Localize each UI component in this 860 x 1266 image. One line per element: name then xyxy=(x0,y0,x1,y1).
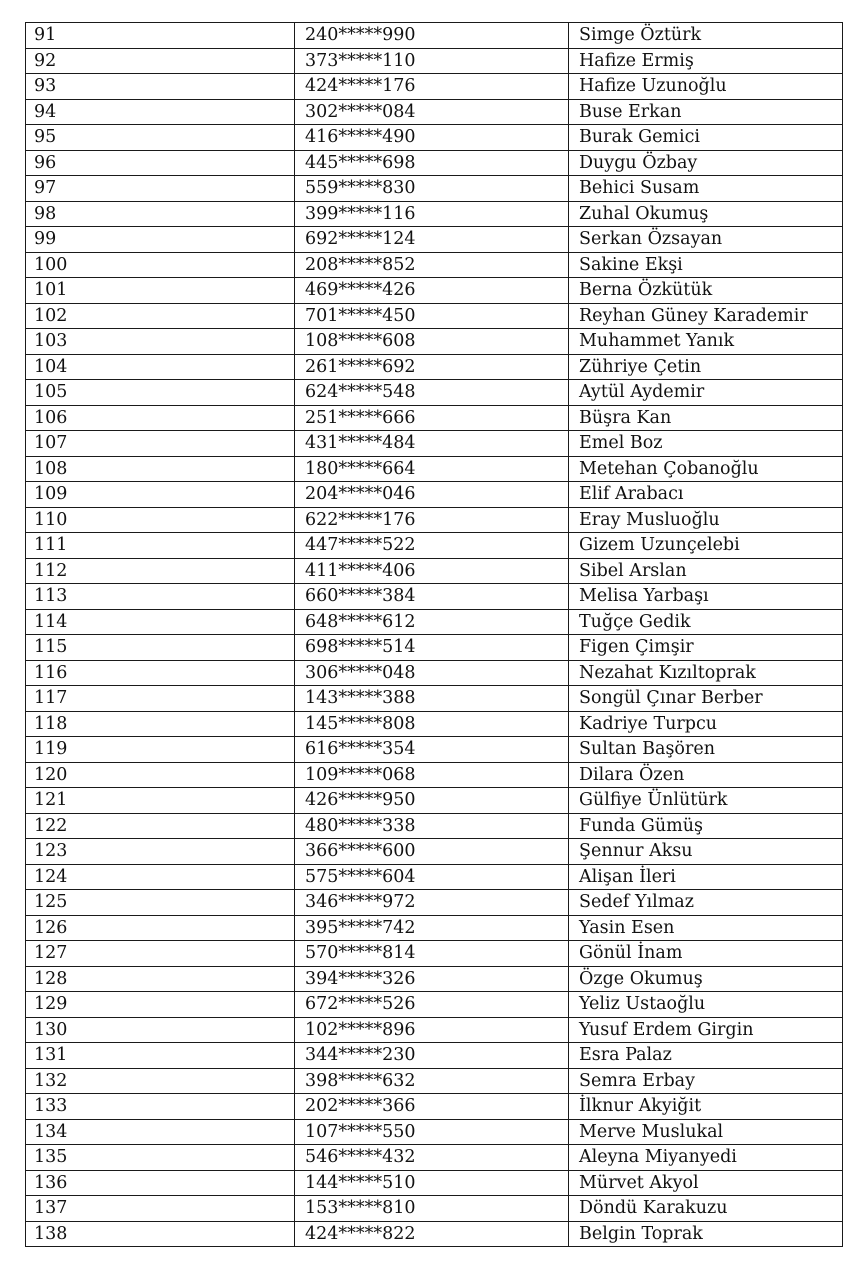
table-row xyxy=(26,864,843,890)
masked-id-number: 102*****896 xyxy=(295,1017,569,1043)
masked-id-number: 144*****510 xyxy=(295,1170,569,1196)
full-name: Nezahat Kızıltoprak xyxy=(569,660,843,686)
table-row xyxy=(26,150,843,176)
full-name: Alişan İleri xyxy=(569,864,843,890)
table-row xyxy=(26,915,843,941)
masked-id-number: 447*****522 xyxy=(295,533,569,559)
masked-id-number: 469*****426 xyxy=(295,278,569,304)
table-row xyxy=(26,813,843,839)
masked-id-number: 204*****046 xyxy=(295,482,569,508)
table-row xyxy=(26,711,843,737)
full-name: Semra Erbay xyxy=(569,1068,843,1094)
full-name: Figen Çimşir xyxy=(569,635,843,661)
row-number: 115 xyxy=(26,635,295,661)
row-number: 134 xyxy=(26,1119,295,1145)
masked-id-number: 395*****742 xyxy=(295,915,569,941)
row-number: 128 xyxy=(26,966,295,992)
row-number: 102 xyxy=(26,303,295,329)
table-row xyxy=(26,762,843,788)
full-name: Şennur Aksu xyxy=(569,839,843,865)
table-row xyxy=(26,1145,843,1171)
full-name: Muhammet Yanık xyxy=(569,329,843,355)
table-row xyxy=(26,201,843,227)
masked-id-number: 648*****612 xyxy=(295,609,569,635)
row-number: 103 xyxy=(26,329,295,355)
masked-id-number: 575*****604 xyxy=(295,864,569,890)
masked-id-number: 180*****664 xyxy=(295,456,569,482)
masked-id-number: 546*****432 xyxy=(295,1145,569,1171)
table-row xyxy=(26,252,843,278)
table-row xyxy=(26,1068,843,1094)
table-row xyxy=(26,1170,843,1196)
full-name: Berna Özkütük xyxy=(569,278,843,304)
full-name: Hafize Ermiş xyxy=(569,48,843,74)
table-row xyxy=(26,584,843,610)
masked-id-number: 373*****110 xyxy=(295,48,569,74)
table-row xyxy=(26,227,843,253)
masked-id-number: 108*****608 xyxy=(295,329,569,355)
masked-id-number: 366*****600 xyxy=(295,839,569,865)
masked-id-number: 698*****514 xyxy=(295,635,569,661)
row-number: 93 xyxy=(26,74,295,100)
masked-id-number: 616*****354 xyxy=(295,737,569,763)
table-row xyxy=(26,176,843,202)
table-row xyxy=(26,456,843,482)
masked-id-number: 672*****526 xyxy=(295,992,569,1018)
table-row xyxy=(26,1043,843,1069)
table-row xyxy=(26,1119,843,1145)
row-number: 99 xyxy=(26,227,295,253)
row-number: 110 xyxy=(26,507,295,533)
masked-id-number: 394*****326 xyxy=(295,966,569,992)
masked-id-number: 346*****972 xyxy=(295,890,569,916)
row-number: 95 xyxy=(26,125,295,151)
row-number: 107 xyxy=(26,431,295,457)
table-row xyxy=(26,609,843,635)
table-row xyxy=(26,354,843,380)
table-row xyxy=(26,1017,843,1043)
row-number: 122 xyxy=(26,813,295,839)
table-row xyxy=(26,482,843,508)
masked-id-number: 153*****810 xyxy=(295,1196,569,1222)
row-number: 124 xyxy=(26,864,295,890)
table-row xyxy=(26,558,843,584)
masked-id-number: 411*****406 xyxy=(295,558,569,584)
participant-table xyxy=(25,22,843,1247)
full-name: Sibel Arslan xyxy=(569,558,843,584)
full-name: Yusuf Erdem Girgin xyxy=(569,1017,843,1043)
masked-id-number: 107*****550 xyxy=(295,1119,569,1145)
row-number: 98 xyxy=(26,201,295,227)
row-number: 114 xyxy=(26,609,295,635)
masked-id-number: 426*****950 xyxy=(295,788,569,814)
full-name: Burak Gemici xyxy=(569,125,843,151)
masked-id-number: 480*****338 xyxy=(295,813,569,839)
row-number: 131 xyxy=(26,1043,295,1069)
full-name: Yeliz Ustaoğlu xyxy=(569,992,843,1018)
masked-id-number: 622*****176 xyxy=(295,507,569,533)
full-name: Elif Arabacı xyxy=(569,482,843,508)
full-name: İlknur Akyiğit xyxy=(569,1094,843,1120)
row-number: 129 xyxy=(26,992,295,1018)
full-name: Mürvet Akyol xyxy=(569,1170,843,1196)
full-name: Behici Susam xyxy=(569,176,843,202)
full-name: Funda Gümüş xyxy=(569,813,843,839)
masked-id-number: 701*****450 xyxy=(295,303,569,329)
table-row xyxy=(26,941,843,967)
full-name: Metehan Çobanoğlu xyxy=(569,456,843,482)
full-name: Aytül Aydemir xyxy=(569,380,843,406)
table-row xyxy=(26,839,843,865)
full-name: Büşra Kan xyxy=(569,405,843,431)
row-number: 132 xyxy=(26,1068,295,1094)
masked-id-number: 240*****990 xyxy=(295,23,569,49)
full-name: Buse Erkan xyxy=(569,99,843,125)
full-name: Sakine Ekşi xyxy=(569,252,843,278)
row-number: 133 xyxy=(26,1094,295,1120)
row-number: 130 xyxy=(26,1017,295,1043)
row-number: 97 xyxy=(26,176,295,202)
full-name: Esra Palaz xyxy=(569,1043,843,1069)
row-number: 104 xyxy=(26,354,295,380)
table-row xyxy=(26,737,843,763)
full-name: Eray Musluoğlu xyxy=(569,507,843,533)
table-row xyxy=(26,329,843,355)
table-row xyxy=(26,125,843,151)
full-name: Gizem Uzunçelebi xyxy=(569,533,843,559)
row-number: 135 xyxy=(26,1145,295,1171)
row-number: 123 xyxy=(26,839,295,865)
row-number: 113 xyxy=(26,584,295,610)
row-number: 125 xyxy=(26,890,295,916)
table-body xyxy=(26,23,843,1247)
full-name: Emel Boz xyxy=(569,431,843,457)
table-row xyxy=(26,405,843,431)
row-number: 119 xyxy=(26,737,295,763)
table-row xyxy=(26,1094,843,1120)
masked-id-number: 202*****366 xyxy=(295,1094,569,1120)
full-name: Sedef Yılmaz xyxy=(569,890,843,916)
table-row xyxy=(26,686,843,712)
full-name: Zuhal Okumuş xyxy=(569,201,843,227)
masked-id-number: 570*****814 xyxy=(295,941,569,967)
table-row xyxy=(26,966,843,992)
row-number: 121 xyxy=(26,788,295,814)
table-row xyxy=(26,278,843,304)
masked-id-number: 344*****230 xyxy=(295,1043,569,1069)
masked-id-number: 302*****084 xyxy=(295,99,569,125)
full-name: Döndü Karakuzu xyxy=(569,1196,843,1222)
row-number: 136 xyxy=(26,1170,295,1196)
full-name: Serkan Özsayan xyxy=(569,227,843,253)
full-name: Songül Çınar Berber xyxy=(569,686,843,712)
full-name: Özge Okumuş xyxy=(569,966,843,992)
table-row xyxy=(26,74,843,100)
masked-id-number: 424*****176 xyxy=(295,74,569,100)
row-number: 117 xyxy=(26,686,295,712)
masked-id-number: 261*****692 xyxy=(295,354,569,380)
table-row xyxy=(26,788,843,814)
table-row xyxy=(26,533,843,559)
row-number: 94 xyxy=(26,99,295,125)
row-number: 116 xyxy=(26,660,295,686)
full-name: Duygu Özbay xyxy=(569,150,843,176)
row-number: 127 xyxy=(26,941,295,967)
table-row xyxy=(26,890,843,916)
row-number: 138 xyxy=(26,1221,295,1247)
row-number: 137 xyxy=(26,1196,295,1222)
full-name: Belgin Toprak xyxy=(569,1221,843,1247)
table-row xyxy=(26,380,843,406)
table-row xyxy=(26,992,843,1018)
full-name: Merve Muslukal xyxy=(569,1119,843,1145)
full-name: Gülfiye Ünlütürk xyxy=(569,788,843,814)
masked-id-number: 424*****822 xyxy=(295,1221,569,1247)
table-row xyxy=(26,660,843,686)
masked-id-number: 416*****490 xyxy=(295,125,569,151)
table-row xyxy=(26,635,843,661)
table-row xyxy=(26,23,843,49)
row-number: 101 xyxy=(26,278,295,304)
row-number: 105 xyxy=(26,380,295,406)
table-row xyxy=(26,431,843,457)
masked-id-number: 399*****116 xyxy=(295,201,569,227)
masked-id-number: 559*****830 xyxy=(295,176,569,202)
row-number: 126 xyxy=(26,915,295,941)
masked-id-number: 692*****124 xyxy=(295,227,569,253)
row-number: 106 xyxy=(26,405,295,431)
full-name: Melisa Yarbaşı xyxy=(569,584,843,610)
table-row xyxy=(26,303,843,329)
row-number: 96 xyxy=(26,150,295,176)
row-number: 92 xyxy=(26,48,295,74)
full-name: Zühriye Çetin xyxy=(569,354,843,380)
table-row xyxy=(26,99,843,125)
full-name: Gönül İnam xyxy=(569,941,843,967)
masked-id-number: 660*****384 xyxy=(295,584,569,610)
full-name: Reyhan Güney Karademir xyxy=(569,303,843,329)
full-name: Tuğçe Gedik xyxy=(569,609,843,635)
full-name: Dilara Özen xyxy=(569,762,843,788)
table-row xyxy=(26,48,843,74)
masked-id-number: 445*****698 xyxy=(295,150,569,176)
row-number: 100 xyxy=(26,252,295,278)
masked-id-number: 145*****808 xyxy=(295,711,569,737)
masked-id-number: 398*****632 xyxy=(295,1068,569,1094)
full-name: Hafize Uzunoğlu xyxy=(569,74,843,100)
masked-id-number: 306*****048 xyxy=(295,660,569,686)
row-number: 111 xyxy=(26,533,295,559)
table-row xyxy=(26,1221,843,1247)
row-number: 120 xyxy=(26,762,295,788)
table-row xyxy=(26,1196,843,1222)
row-number: 118 xyxy=(26,711,295,737)
full-name: Yasin Esen xyxy=(569,915,843,941)
row-number: 91 xyxy=(26,23,295,49)
table-row xyxy=(26,507,843,533)
masked-id-number: 624*****548 xyxy=(295,380,569,406)
full-name: Simge Öztürk xyxy=(569,23,843,49)
row-number: 112 xyxy=(26,558,295,584)
row-number: 108 xyxy=(26,456,295,482)
masked-id-number: 431*****484 xyxy=(295,431,569,457)
masked-id-number: 208*****852 xyxy=(295,252,569,278)
full-name: Aleyna Miyanyedi xyxy=(569,1145,843,1171)
row-number: 109 xyxy=(26,482,295,508)
masked-id-number: 109*****068 xyxy=(295,762,569,788)
masked-id-number: 143*****388 xyxy=(295,686,569,712)
masked-id-number: 251*****666 xyxy=(295,405,569,431)
full-name: Sultan Başören xyxy=(569,737,843,763)
full-name: Kadriye Turpcu xyxy=(569,711,843,737)
